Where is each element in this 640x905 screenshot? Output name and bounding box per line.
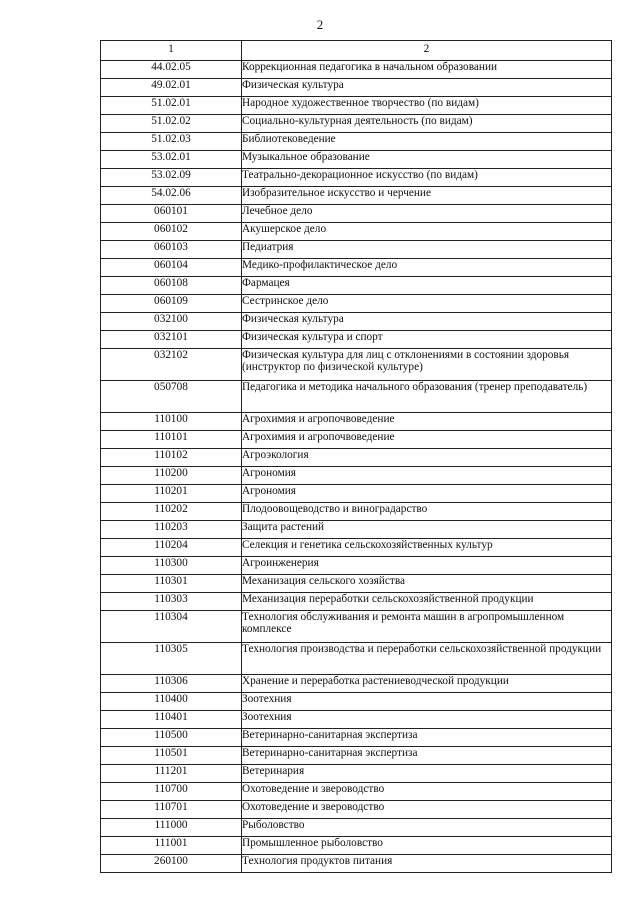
specialty-name: Зоотехния	[242, 693, 612, 711]
specialty-code: 110306	[101, 675, 242, 693]
table-row	[101, 61, 612, 79]
specialty-name: Ветеринарно-санитарная экспертиза	[242, 747, 612, 765]
specialty-code: 110400	[101, 693, 242, 711]
specialty-name: Сестринское дело	[242, 295, 612, 313]
specialty-code: 060108	[101, 277, 242, 295]
table-row	[101, 485, 612, 503]
specialty-code: 050708	[101, 381, 242, 413]
specialty-code: 110202	[101, 503, 242, 521]
specialty-code: 110300	[101, 557, 242, 575]
table-row	[101, 151, 612, 169]
specialty-code: 110100	[101, 413, 242, 431]
specialty-code: 49.02.01	[101, 79, 242, 97]
specialty-name: Фармацея	[242, 277, 612, 295]
specialty-name: Физическая культура и спорт	[242, 331, 612, 349]
specialty-code: 110701	[101, 801, 242, 819]
specialty-code: 111000	[101, 819, 242, 837]
specialty-code: 110200	[101, 467, 242, 485]
table-row	[101, 643, 612, 675]
specialty-code: 110303	[101, 593, 242, 611]
table-row	[101, 79, 612, 97]
specialty-name: Зоотехния	[242, 711, 612, 729]
table-row	[101, 381, 612, 413]
specialty-name: Педиатрия	[242, 241, 612, 259]
specialty-code: 110700	[101, 783, 242, 801]
specialty-name: Технология производства и переработки сельскохозяйственной продукции	[242, 643, 612, 675]
table-row	[101, 449, 612, 467]
table-row	[101, 241, 612, 259]
table-row	[101, 259, 612, 277]
specialty-name: Агрохимия и агропочвоведение	[242, 413, 612, 431]
table-row	[101, 783, 612, 801]
specialty-code: 54.02.06	[101, 187, 242, 205]
specialty-name: Промышленное рыболовство	[242, 837, 612, 855]
page-number: 2	[316, 17, 324, 32]
specialty-code: 110102	[101, 449, 242, 467]
specialty-name: Акушерское дело	[242, 223, 612, 241]
table-row	[101, 223, 612, 241]
table-row	[101, 611, 612, 643]
specialty-code: 032101	[101, 331, 242, 349]
table-row	[101, 169, 612, 187]
table-row	[101, 431, 612, 449]
specialty-name: Медико-профилактическое дело	[242, 259, 612, 277]
specialty-name: Механизация переработки сельскохозяйственной продукции	[242, 593, 612, 611]
specialty-name: Селекция и генетика сельскохозяйственных культур	[242, 539, 612, 557]
specialties-table	[100, 40, 612, 873]
specialty-code: 060109	[101, 295, 242, 313]
specialty-name: Физическая культура для лиц с отклонениями в состоянии здоровья (инструктор по физической культуре)	[242, 349, 612, 381]
specialty-name: Народное художественное творчество (по видам)	[242, 97, 612, 115]
column-header-name: 2	[242, 41, 612, 61]
specialty-code: 110401	[101, 711, 242, 729]
table-row	[101, 467, 612, 485]
specialty-code: 110203	[101, 521, 242, 539]
specialty-code: 110101	[101, 431, 242, 449]
table-row	[101, 747, 612, 765]
specialty-name: Агрономия	[242, 485, 612, 503]
table-row	[101, 557, 612, 575]
table-row	[101, 711, 612, 729]
specialty-code: 51.02.02	[101, 115, 242, 133]
specialty-code: 51.02.01	[101, 97, 242, 115]
specialty-code: 260100	[101, 855, 242, 873]
table-row	[101, 675, 612, 693]
specialty-name: Агроинженерия	[242, 557, 612, 575]
table-row	[101, 575, 612, 593]
table-row	[101, 855, 612, 873]
specialty-name: Физическая культура	[242, 313, 612, 331]
specialty-code: 111201	[101, 765, 242, 783]
specialty-code: 110305	[101, 643, 242, 675]
specialty-name: Защита растений	[242, 521, 612, 539]
specialty-code: 110201	[101, 485, 242, 503]
specialty-name: Педагогика и методика начального образования (тренер преподаватель)	[242, 381, 612, 413]
table-row	[101, 539, 612, 557]
specialty-code: 032100	[101, 313, 242, 331]
specialty-name: Ветеринария	[242, 765, 612, 783]
table-row	[101, 413, 612, 431]
table-row	[101, 729, 612, 747]
specialty-code: 53.02.09	[101, 169, 242, 187]
specialty-name: Коррекционная педагогика в начальном образовании	[242, 61, 612, 79]
specialty-code: 110501	[101, 747, 242, 765]
table-row	[101, 765, 612, 783]
specialty-name: Хранение и переработка растениеводческой продукции	[242, 675, 612, 693]
table-row	[101, 819, 612, 837]
specialty-name: Агрохимия и агропочвоведение	[242, 431, 612, 449]
specialty-name: Механизация сельского хозяйства	[242, 575, 612, 593]
specialty-name: Лечебное дело	[242, 205, 612, 223]
specialty-code: 51.02.03	[101, 133, 242, 151]
specialty-name: Охотоведение и звероводство	[242, 783, 612, 801]
specialty-name: Социально-культурная деятельность (по видам)	[242, 115, 612, 133]
table-row	[101, 187, 612, 205]
table-row	[101, 521, 612, 539]
specialty-code: 060104	[101, 259, 242, 277]
table-row	[101, 97, 612, 115]
specialty-name: Библиотековедение	[242, 133, 612, 151]
column-header-code: 1	[101, 41, 242, 61]
specialty-code: 111001	[101, 837, 242, 855]
table-header-row	[101, 41, 612, 61]
table-row	[101, 115, 612, 133]
specialty-name: Технология продуктов питания	[242, 855, 612, 873]
specialty-name: Охотоведение и звероводство	[242, 801, 612, 819]
specialty-name: Изобразительное искусство и черчение	[242, 187, 612, 205]
specialty-code: 032102	[101, 349, 242, 381]
specialty-code: 53.02.01	[101, 151, 242, 169]
specialty-code: 060103	[101, 241, 242, 259]
table-row	[101, 295, 612, 313]
specialty-code: 44.02.05	[101, 61, 242, 79]
table-row	[101, 801, 612, 819]
specialty-code: 110500	[101, 729, 242, 747]
table-row	[101, 837, 612, 855]
table-row	[101, 205, 612, 223]
table-row	[101, 593, 612, 611]
specialty-name: Ветеринарно-санитарная экспертиза	[242, 729, 612, 747]
specialty-name: Плодоовощеводство и виноградарство	[242, 503, 612, 521]
specialty-name: Физическая культура	[242, 79, 612, 97]
table-row	[101, 503, 612, 521]
specialty-name: Агрономия	[242, 467, 612, 485]
table-row	[101, 313, 612, 331]
table-row	[101, 693, 612, 711]
table-row	[101, 277, 612, 295]
specialty-name: Театрально-декорационное искусство (по видам)	[242, 169, 612, 187]
specialty-name: Технология обслуживания и ремонта машин в агропромышленном комплексе	[242, 611, 612, 643]
specialty-code: 110301	[101, 575, 242, 593]
specialty-name: Музыкальное образование	[242, 151, 612, 169]
specialty-code: 060101	[101, 205, 242, 223]
specialty-name: Агроэкология	[242, 449, 612, 467]
table-row	[101, 133, 612, 151]
table-row	[101, 349, 612, 381]
specialty-code: 060102	[101, 223, 242, 241]
specialty-name: Рыболовство	[242, 819, 612, 837]
table-row	[101, 331, 612, 349]
specialty-code: 110304	[101, 611, 242, 643]
specialty-code: 110204	[101, 539, 242, 557]
